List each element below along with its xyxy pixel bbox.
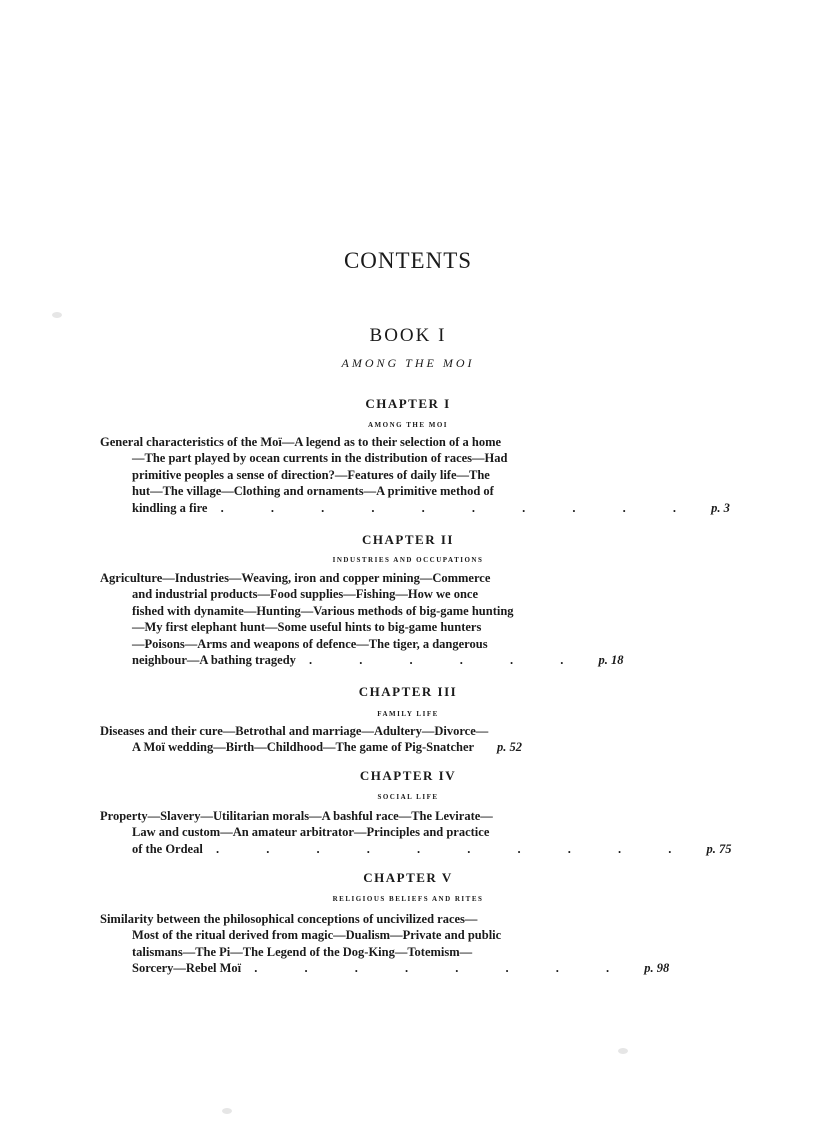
summary-line: hut—The village—Clothing and ornaments—A primitive method of bbox=[132, 484, 494, 499]
summary-line: Agriculture—Industries—Weaving, iron and copper mining—Commerce bbox=[100, 571, 491, 585]
paper-smudge bbox=[52, 312, 62, 318]
summary-line: Property—Slavery—Utilitarian morals—A bashful race—The Levirate— bbox=[100, 809, 493, 823]
book-heading: BOOK I bbox=[369, 325, 447, 346]
chapter-3-heading: CHAPTER III bbox=[358, 684, 458, 699]
summary-text: A Moï wedding—Birth—Childhood—The game of Pig-Snatcher bbox=[132, 740, 474, 755]
chapter-4-heading: CHAPTER IV bbox=[359, 768, 457, 783]
leader-dots: . . . . . . bbox=[309, 652, 586, 667]
page-reference: p. 75 bbox=[706, 841, 732, 856]
summary-line: Diseases and their cure—Betrothal and marriage—Adultery—Divorce— bbox=[100, 724, 489, 738]
chapter-1-heading: CHAPTER I bbox=[365, 396, 451, 411]
chapter-2-subtitle: INDUSTRIES AND OCCUPATIONS bbox=[332, 556, 484, 564]
chapter-3-subtitle: FAMILY LIFE bbox=[377, 710, 439, 718]
chapter-4-subtitle: SOCIAL LIFE bbox=[377, 793, 439, 801]
chapter-1-subtitle: AMONG THE MOI bbox=[367, 421, 449, 429]
leader-dots: . . . . . . . . . . bbox=[220, 500, 698, 515]
summary-line: fished with dynamite—Hunting—Various methods of big-game hunting bbox=[132, 603, 514, 618]
chapter-1-summary bbox=[100, 434, 730, 516]
book-subtitle: AMONG THE MOI bbox=[341, 356, 475, 370]
leader-dots: . . . . . . . . bbox=[254, 961, 632, 976]
summary-text: kindling a fire bbox=[132, 500, 208, 515]
summary-line: primitive peoples a sense of direction?—Features of daily life—The bbox=[132, 467, 490, 482]
paper-smudge bbox=[222, 1108, 232, 1114]
leader-dots: . . . . . . . . . . bbox=[215, 841, 694, 856]
summary-line: —Poisons—Arms and weapons of defence—The tiger, a dangerous bbox=[132, 636, 488, 651]
leader-dots bbox=[477, 740, 497, 754]
summary-text: of the Ordeal bbox=[132, 841, 203, 856]
summary-last-line bbox=[100, 841, 732, 857]
page-reference: p. 52 bbox=[496, 740, 522, 755]
chapter-3-summary bbox=[100, 723, 710, 756]
summary-line: Similarity between the philosophical conceptions of uncivilized races— bbox=[100, 912, 478, 926]
page-title: CONTENTS bbox=[343, 248, 473, 273]
summary-text: neighbour—A bathing tragedy bbox=[132, 652, 296, 667]
summary-text: Sorcery—Rebel Moï bbox=[132, 961, 242, 976]
summary-line: —My first elephant hunt—Some useful hints to big-game hunters bbox=[132, 620, 482, 635]
page-reference: p. 3 bbox=[711, 500, 730, 515]
summary-last-line bbox=[100, 739, 710, 755]
summary-line: Law and custom—An amateur arbitrator—Principles and practice bbox=[132, 825, 490, 840]
summary-line: —The part played by ocean currents in the distribution of races—Had bbox=[132, 451, 508, 466]
paper-smudge bbox=[618, 1048, 628, 1054]
summary-last-line bbox=[100, 652, 710, 668]
summary-line: General characteristics of the Moï—A legend as to their selection of a home bbox=[100, 435, 502, 449]
chapter-2-heading: CHAPTER II bbox=[362, 532, 454, 547]
summary-last-line bbox=[100, 500, 730, 516]
page-reference: p. 98 bbox=[644, 961, 670, 976]
page-reference: p. 18 bbox=[598, 652, 624, 667]
summary-line: talismans—The Pi—The Legend of the Dog-King—Totemism— bbox=[132, 944, 473, 959]
chapter-5-subtitle: RELIGIOUS BELIEFS AND RITES bbox=[332, 895, 484, 903]
chapter-2-summary bbox=[100, 570, 710, 668]
summary-last-line bbox=[100, 960, 710, 976]
chapter-5-heading: CHAPTER V bbox=[363, 870, 453, 885]
chapter-4-summary bbox=[100, 808, 732, 857]
summary-line: Most of the ritual derived from magic—Dualism—Private and public bbox=[132, 928, 502, 943]
summary-line: and industrial products—Food supplies—Fishing—How we once bbox=[132, 587, 479, 602]
chapter-5-summary bbox=[100, 911, 710, 977]
